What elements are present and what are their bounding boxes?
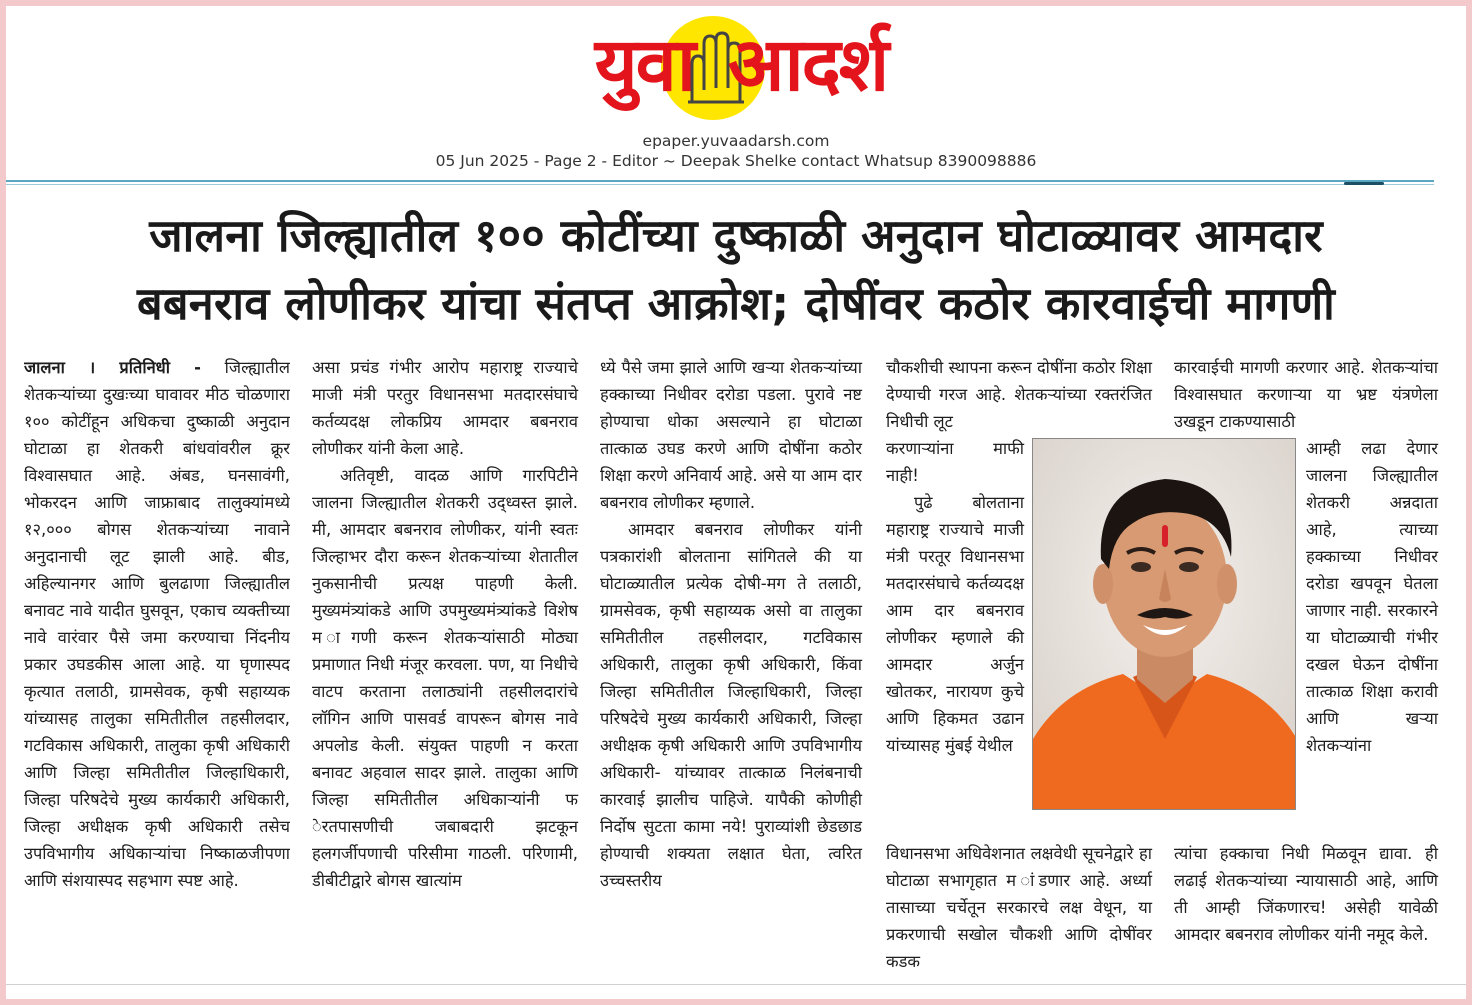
article-column-2 (312, 354, 578, 894)
article-column-5-bottom (1174, 840, 1438, 948)
paragraph: चौकशीची स्थापना करून दोषींना कठोर शिक्षा देण्याची गरज आहे. शेतकऱ्यांच्या रक्तरंजित निधीची लूट (886, 358, 1152, 431)
page-bottom-rule (6, 984, 1466, 985)
article-column-1 (24, 354, 290, 976)
paragraph: आमदार बबनराव लोणीकर यांनी पत्रकारांशी बोलताना सांगितले की या घोटाळ्यातील प्रत्येक दोषी-मग ते तलाठी, ग्रामसेवक, कृषी सहाय्यक असो वा तालुका समितीतील तहसीलदार, गटविकास अधिकारी, तालुका कृषी अधिकारी, किंवा जिल्हा समितीतील जिल्हाधिकारी, जिल्हा परिषदेचे मुख्य कार्यकारी अधिकारी, जिल्हा अधीक्षक कृषी अधिकारी आणि उपविभागीय अधिकारी- यांच्यावर तात्काळ निलंबनाची कारवाई झालीच पाहिजे. यापैकी कोणीही निर्दोष सुटता कामा नये! पुराव्यांशी छेडछाड होण्याची शक्यता लक्षात घेता, त्वरित उच्चस्तरीय (600, 520, 862, 890)
edition-info: 05 Jun 2025 - Page 2 - Editor ~ Deepak Shelke contact Whatsup 8390098886 (435, 152, 1037, 170)
article-column-4-wrap (886, 435, 1024, 759)
masthead-rule (6, 180, 1434, 182)
paragraph: कारवाईची मागणी करणार आहे. शेतकऱ्यांचा विश्वासघात करणाऱ्या या भ्रष्ट यंत्रणेला उखडून टाकण्यासाठी (1174, 358, 1438, 431)
dateline: जालना । प्रतिनिधी - (24, 358, 201, 377)
logo-text-right: आदर्श (728, 22, 888, 108)
masthead-rule-thin (6, 184, 1434, 185)
paragraph (24, 354, 290, 894)
article-headline (36, 202, 1436, 338)
rule-accent (1344, 182, 1384, 185)
portrait-photo (1032, 438, 1296, 810)
headline-line-1: जालना जिल्ह्यातील १०० कोटींच्या दुष्काळी अनुदान घोटाळ्यावर आमदार (149, 209, 1323, 262)
article-column-5-wrap (1306, 435, 1438, 759)
paragraph: करणाऱ्यांना माफी नाही! (886, 439, 1024, 485)
paragraph: पुढे बोलताना महाराष्ट्र राज्याचे माजी मंत्री परतूर विधानसभा मतदारसंघाचे कर्तव्यदक्ष आम दार बबनराव लोणीकर म्हणाले की आमदार अर्जुन खोतकर, नारायण कुचे आणि हिकमत उढान यांच्यासह मुंबई येथील (886, 493, 1024, 755)
epaper-url: epaper.yuvaadarsh.com (642, 132, 830, 150)
portrait-illustration (1033, 439, 1296, 810)
article-column-5-top (1174, 354, 1438, 435)
logo-text-left: युवा (594, 22, 694, 108)
paragraph: अतिवृष्टी, वादळ आणि गारपिटीने जालना जिल्ह्यातील शेतकरी उद्ध्वस्त झाले. मी, आमदार बबनराव लोणीकर, यांनी स्वतः जिल्हाभर दौरा करून शेतकऱ्यांच्या शेतातील नुकसानीची प्रत्यक्ष पाहणी केली. मुख्यमंत्र्यांकडे आणि उपमुख्यमंत्र्यांकडे विशेष म ागणी करून शेतकऱ्यांसाठी मोठ्या प्रमाणात निधी मंजूर करवला. पण, या निधीचे वाटप करताना तलाठ्यांनी तहसीलदारांचे लॉगिन आणि पासवर्ड वापरून बोगस नावे अपलोड केली. संयुक्त पाहणी न करता बनावट अहवाल सादर झाले. तालुका आणि जिल्हा समितीतील अधिकाऱ्यांनी फ ेरतपासणीची जबाबदारी झटकून हलगर्जीपणाची परिसीमा गाठली. परिणामी, डीबीटीद्वारे बोगस खात्यांम (312, 466, 578, 890)
headline-line-2: बबनराव लोणीकर यांचा संतप्त आक्रोश; दोषींवर कठोर कारवाईची मागणी (137, 277, 1335, 330)
article-column-4-bottom (886, 840, 1152, 975)
paragraph-text: जिल्ह्यातील शेतकऱ्यांच्या दुखःच्या घावावर मीठ चोळणारा १०० कोटींहून अधिकचा दुष्काळी अनुदान घोटाळा हा शेतकरी बांधवांवरील क्रूर विश्वासघात आहे. अंबड, घनसावंगी, भोकरदन आणि जाफ्राबाद तालुक्यांमध्ये १२,००० बोगस शेतकऱ्यांच्या नावाने अनुदानाची लूट झाली आहे. बीड, अहिल्यानगर आणि बुलढाणा जिल्ह्यातील बनावट नावे यादीत घुसवून, एकाच व्यक्तीच्या नावे वारंवार पैसे जमा करण्याचा निंदनीय प्रकार उघडकीस आला आहे. या घृणास्पद कृत्यात तलाठी, ग्रामसेवक, कृषी सहाय्यक यांच्यासह तालुका समितीतील तहसीलदार, गटविकास अधिकारी, तालुका कृषी अधिकारी आणि जिल्हा समितीतील जिल्हाधिकारी, जिल्हा परिषदेचे मुख्य कार्यकारी अधिकारी, जिल्हा अधीक्षक कृषी अधिकारी तसेच उपविभागीय अधिकाऱ्यांचा निष्काळजीपणा आणि संशयास्पद सहभाग स्पष्ट आहे. (24, 358, 290, 890)
masthead (6, 6, 1466, 170)
article-column-3 (600, 354, 862, 894)
paragraph: आम्ही लढा देणार जालना जिल्ह्यातील शेतकरी अन्नदाता आहे, त्याच्या हक्काच्या निधीवर दरोडा खपवून घेतला जाणार नाही. सरकारने या घोटाळ्याची गंभीर दखल घेऊन दोषींना तात्काळ शिक्षा करावी आणि खऱ्या शेतकऱ्यांना (1306, 439, 1438, 755)
paragraph: विधानसभा अधिवेशनात लक्षवेधी सूचनेद्वारे हा घोटाळा सभागृहात म ांडणार आहे. अर्ध्या तासाच्या चर्चेतून सरकारचे लक्ष वेधून, या प्रकरणाची सखोल चौकशी आणि दोषींवर कडक (886, 844, 1152, 971)
paragraph: त्यांचा हक्काचा निधी मिळवून द्यावा. ही लढाई शेतकऱ्यांच्या न्यायासाठी आहे, आणि ती आम्ही जिंकणारच! असेही यावेळी आमदार बबनराव लोणीकर यांनी नमूद केले. (1174, 844, 1438, 944)
paragraph: ध्ये पैसे जमा झाले आणि खऱ्या शेतकऱ्यांच्या हक्काच्या निधीवर दरोडा पडला. पुरावे नष्ट होण्याचा धोका असल्याने हा घोटाळा तात्काळ उघड करणे आणि दोषींना कठोर शिक्षा करणे अनिवार्य आहे. असे या आम दार बबनराव लोणीकर म्हणाले. (600, 358, 862, 512)
article-column-4-top (886, 354, 1152, 435)
paragraph: असा प्रचंड गंभीर आरोप महाराष्ट्र राज्याचे माजी मंत्री परतुर विधानसभा मतदारसंघाचे कर्तव्यदक्ष लोकप्रिय आमदार बबनराव लोणीकर यांनी केला आहे. (312, 358, 578, 458)
epaper-page (6, 6, 1466, 999)
